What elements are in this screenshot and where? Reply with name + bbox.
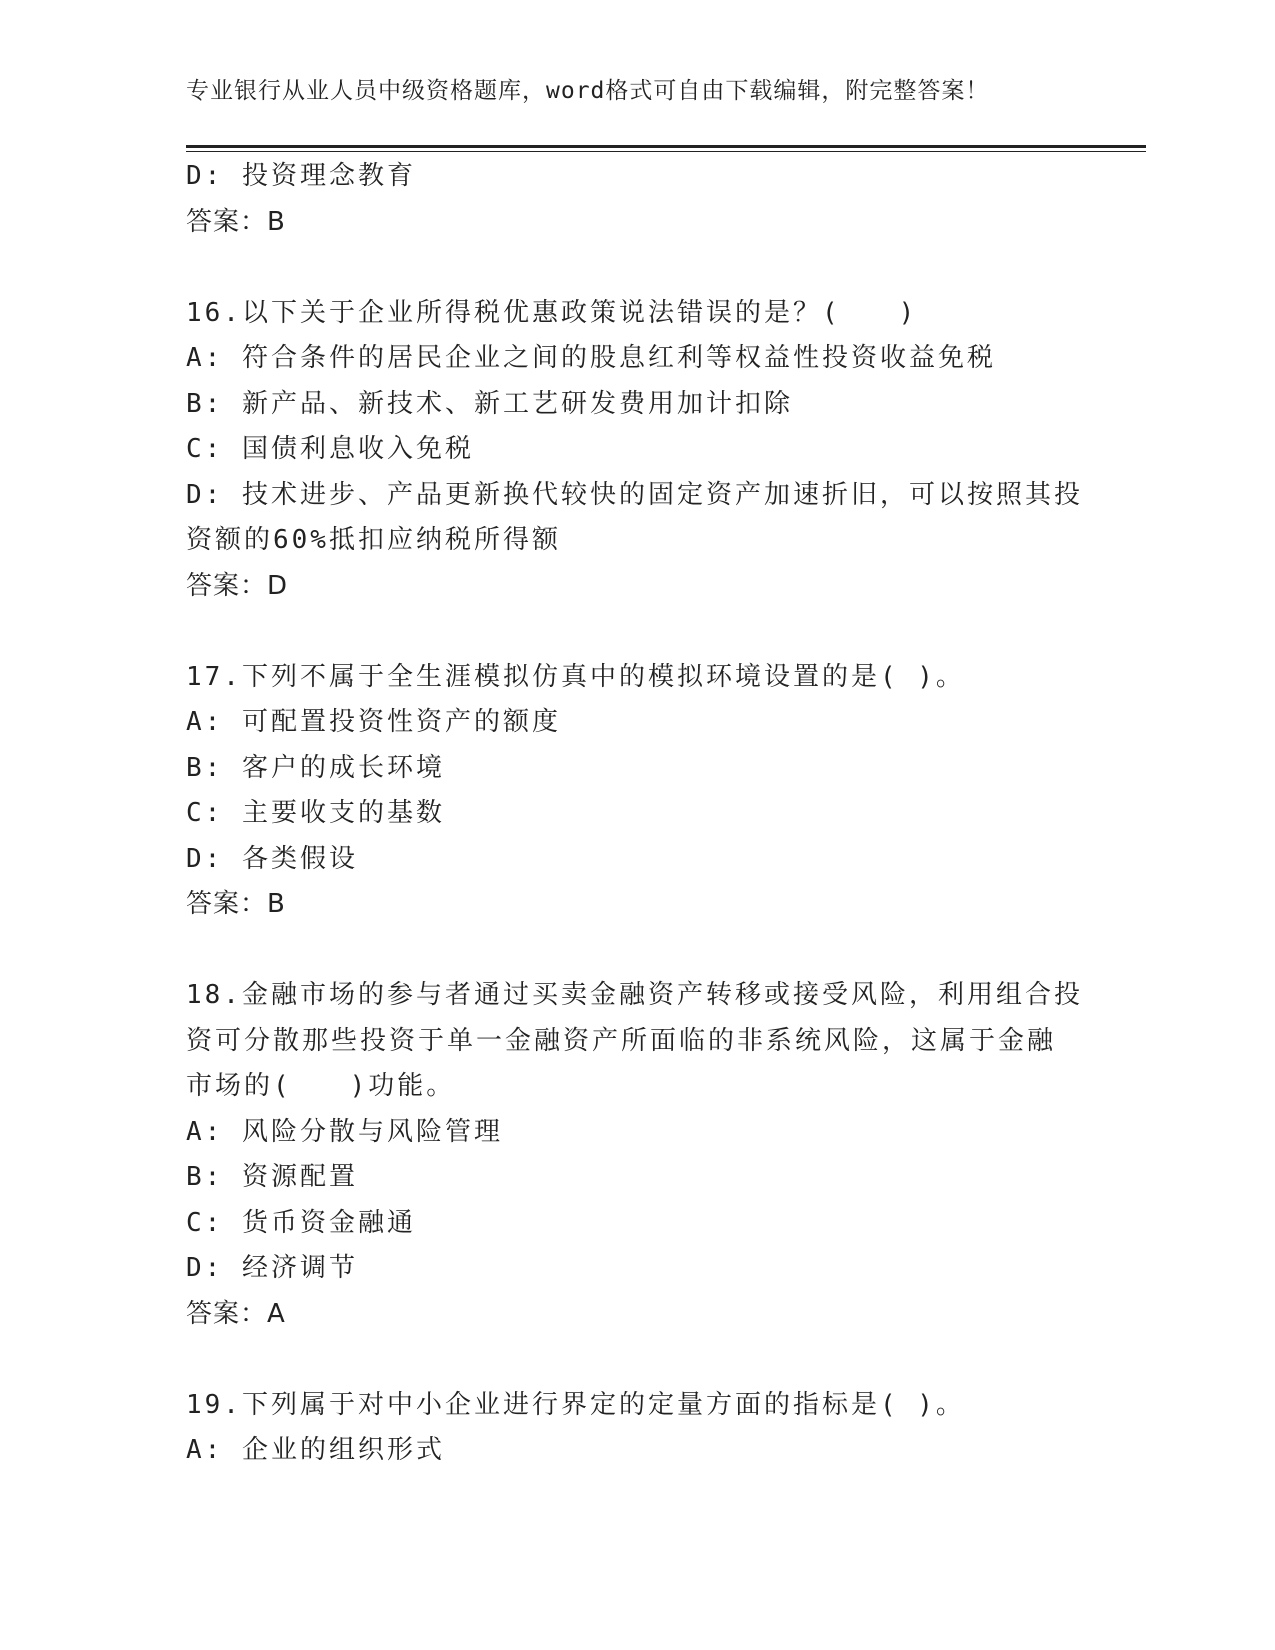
blank-line: [186, 609, 1066, 655]
answer-line: 答案：A: [186, 1298, 286, 1329]
option-line: C: 主要收支的基数: [186, 798, 445, 828]
option-line: D: 技术进步、产品更新换代较快的固定资产加速折旧，可以按照其投: [186, 479, 1083, 510]
option-line: D: 经济调节: [186, 1253, 358, 1283]
blank-line: [186, 928, 1066, 974]
option-line: C: 国债利息收入免税: [186, 434, 474, 464]
blank-line: [186, 245, 1066, 291]
option-line: B: 资源配置: [186, 1162, 358, 1192]
header-rule-thick: [186, 145, 1146, 148]
option-line: A: 符合条件的居民企业之间的股息红利等权益性投资收益免税: [186, 343, 996, 373]
option-line: D: 各类假设: [186, 843, 358, 874]
option-line: B: 新产品、新技术、新工艺研发费用加计扣除: [186, 388, 793, 419]
option-line: A: 可配置投资性资产的额度: [186, 707, 561, 737]
question-line: 资可分散那些投资于单一金融资产所面临的非系统风险，这属于金融: [186, 1025, 1057, 1056]
question-content: [186, 154, 1083, 1474]
page-header: 专业银行从业人员中级资格题库，word格式可自由下载编辑，附完整答案！: [186, 78, 990, 104]
answer-line: 答案：B: [186, 206, 286, 237]
header-rule-thin: [186, 151, 1146, 152]
option-line: A: 风险分散与风险管理: [186, 1116, 503, 1147]
question-line: 19.下列属于对中小企业进行界定的定量方面的指标是( )。: [186, 1389, 965, 1420]
option-line: A: 企业的组织形式: [186, 1435, 445, 1465]
option-line: 资额的60%抵扣应纳税所得额: [186, 525, 561, 555]
question-line: 市场的( )功能。: [186, 1071, 456, 1101]
question-line: 18.金融市场的参与者通过买卖金融资产转移或接受风险，利用组合投: [186, 980, 1083, 1010]
question-line: 16.以下关于企业所得税优惠政策说法错误的是？( ): [186, 297, 918, 328]
question-line: 17.下列不属于全生涯模拟仿真中的模拟环境设置的是( )。: [186, 661, 965, 692]
option-line: D: 投资理念教育: [186, 161, 416, 191]
blank-line: [186, 1337, 1066, 1383]
answer-line: 答案：B: [186, 889, 286, 919]
option-line: C: 货币资金融通: [186, 1207, 416, 1238]
answer-line: 答案：D: [186, 570, 289, 601]
option-line: B: 客户的成长环境: [186, 752, 445, 783]
